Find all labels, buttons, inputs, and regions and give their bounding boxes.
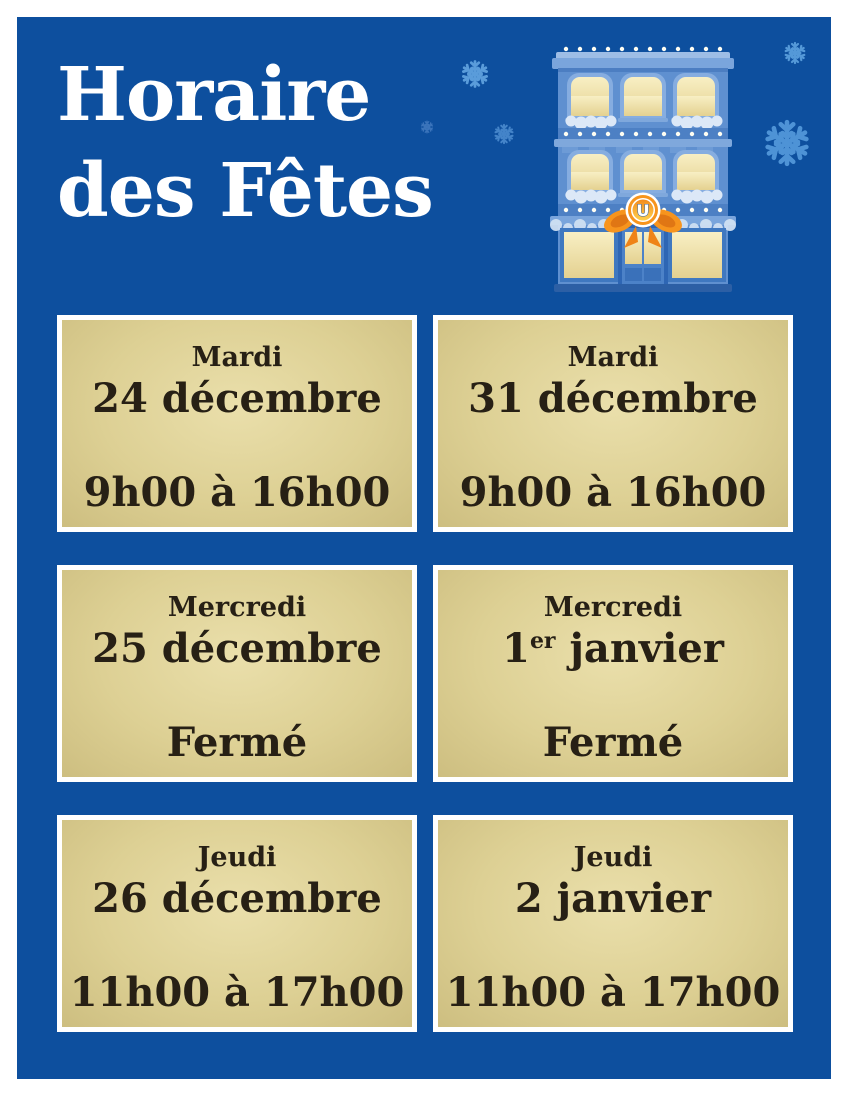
poster-title	[57, 47, 433, 239]
schedule-card-mercredi-25-dec	[57, 565, 417, 782]
snowflake-icon	[783, 41, 807, 65]
card-hours: Fermé	[166, 719, 308, 766]
card-date-superscript: er	[529, 628, 556, 654]
schedule-card-mardi-31-dec	[433, 315, 793, 532]
card-hours: 11h00 à 17h00	[69, 969, 405, 1016]
card-date	[92, 875, 382, 929]
card-date-main: 2 janvier	[514, 875, 712, 922]
card-day: Mardi	[191, 342, 283, 373]
snowflake-icon	[420, 120, 434, 134]
card-hours: 9h00 à 16h00	[83, 469, 391, 516]
card-date	[92, 625, 382, 679]
title-line2: des Fêtes	[57, 148, 433, 234]
card-date	[502, 625, 724, 679]
schedule-card-mercredi-1er-jan	[433, 565, 793, 782]
card-date-main: 26 décembre	[92, 875, 382, 922]
card-hours: Fermé	[542, 719, 684, 766]
card-date-rest: janvier	[555, 625, 724, 672]
card-date-main: 24 décembre	[92, 375, 382, 422]
poster-background	[17, 17, 831, 1079]
card-date	[92, 375, 382, 429]
card-day: Mercredi	[543, 592, 683, 623]
card-date	[468, 375, 758, 429]
card-day: Jeudi	[197, 842, 277, 873]
card-date	[515, 875, 711, 929]
card-day: Mardi	[567, 342, 659, 373]
card-day: Jeudi	[573, 842, 653, 873]
schedule-card-jeudi-2-jan	[433, 815, 793, 1032]
roof-lights	[564, 47, 722, 51]
card-date-main: 25 décembre	[92, 625, 382, 672]
snowflake-icon	[762, 118, 812, 168]
snowflake-icon	[460, 59, 490, 89]
snowflake-icon	[493, 123, 515, 145]
title-line1: Horaire	[57, 52, 371, 138]
schedule-card-mardi-24-dec	[57, 315, 417, 532]
card-date-main: 1	[502, 625, 530, 672]
card-day: Mercredi	[167, 592, 307, 623]
store-logo-badge	[626, 193, 661, 228]
store-logo-letter: U	[636, 201, 650, 220]
card-hours: 9h00 à 16h00	[459, 469, 767, 516]
card-date-main: 31 décembre	[468, 375, 758, 422]
store-building-illustration	[548, 44, 738, 292]
card-hours: 11h00 à 17h00	[445, 969, 781, 1016]
schedule-card-jeudi-26-dec	[57, 815, 417, 1032]
